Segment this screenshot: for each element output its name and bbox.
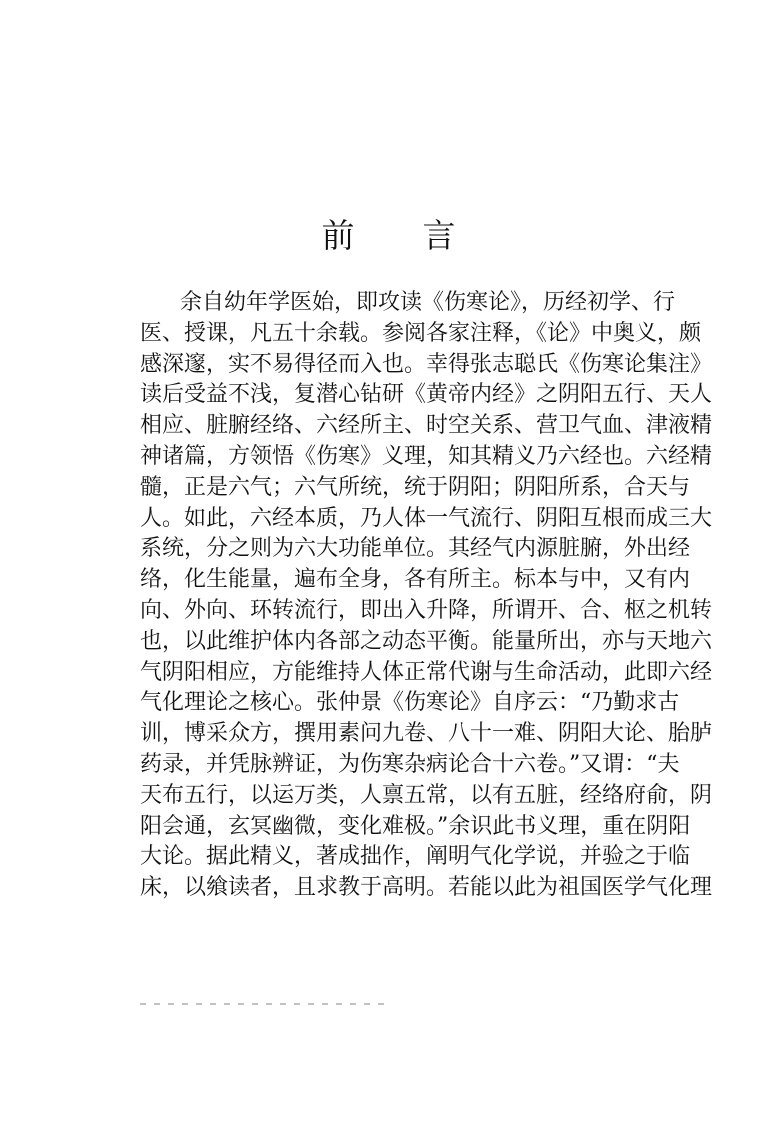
- text-line: 感深邃，实不易得径而入也。幸得张志聪氏《伤寒论集注》: [140, 351, 713, 377]
- text-line: 天布五行，以运万类，人禀五常，以有五脏，经络府俞，阴: [140, 782, 713, 808]
- text-line: 读后受益不浅，复潜心钻研《黄帝内经》之阴阳五行、天人: [140, 382, 713, 408]
- page-title: 前言: [321, 216, 524, 255]
- text-line: 训，博采众方，撰用素问九卷、八十一难、阴阳大论、胎胪: [140, 721, 713, 747]
- text-line: 阳会通，玄冥幽微，变化难极。”余识此书义理，重在阴阳: [140, 813, 691, 839]
- text-line: 也，以此维护体内各部之动态平衡。能量所出，亦与天地六: [140, 628, 713, 654]
- text-line: 大论。据此精义，著成拙作，阐明气化学说，并验之于临: [140, 844, 691, 870]
- text-line: 人。如此，六经本质，乃人体一气流行、阴阳互根而成三大: [140, 505, 713, 531]
- scan-artifact: [140, 1003, 390, 1005]
- text-line: 药录，并凭脉辨证，为伤寒杂病论合十六卷。”又谓：“夫: [140, 751, 680, 777]
- text-line: 气化理论之核心。张仲景《伤寒论》自序云：“乃勤求古: [140, 690, 680, 716]
- text-line: 床，以飨读者，且求教于高明。若能以此为祖国医学气化理: [140, 875, 713, 901]
- preface-body: [140, 288, 713, 904]
- text-line: 气阴阳相应，方能维持人体正常代谢与生命活动，此即六经: [140, 659, 713, 685]
- text-line: 余自幼年学医始，即攻读《伤寒论》，历经初学、行: [180, 290, 676, 315]
- text-line: 络，化生能量，遍布全身，各有所主。标本与中，又有内: [140, 567, 691, 593]
- text-line: 髓，正是六气；六气所统，统于阴阳；阴阳所系，合天与: [140, 474, 691, 500]
- text-line: 相应、脏腑经络、六经所主、时空关系、营卫气血、津液精: [140, 413, 713, 439]
- text-line: 向、外向、环转流行，即出入升降，所谓开、合、枢之机转: [140, 597, 713, 623]
- text-line: 医、授课，凡五十余载。参阅各家注释，《论》中奥义，颇: [140, 320, 702, 346]
- text-line: 神诸篇，方领悟《伤寒》义理，知其精义乃六经也。六经精: [140, 443, 713, 469]
- text-line: 系统，分之则为六大功能单位。其经气内源脏腑，外出经: [140, 536, 691, 562]
